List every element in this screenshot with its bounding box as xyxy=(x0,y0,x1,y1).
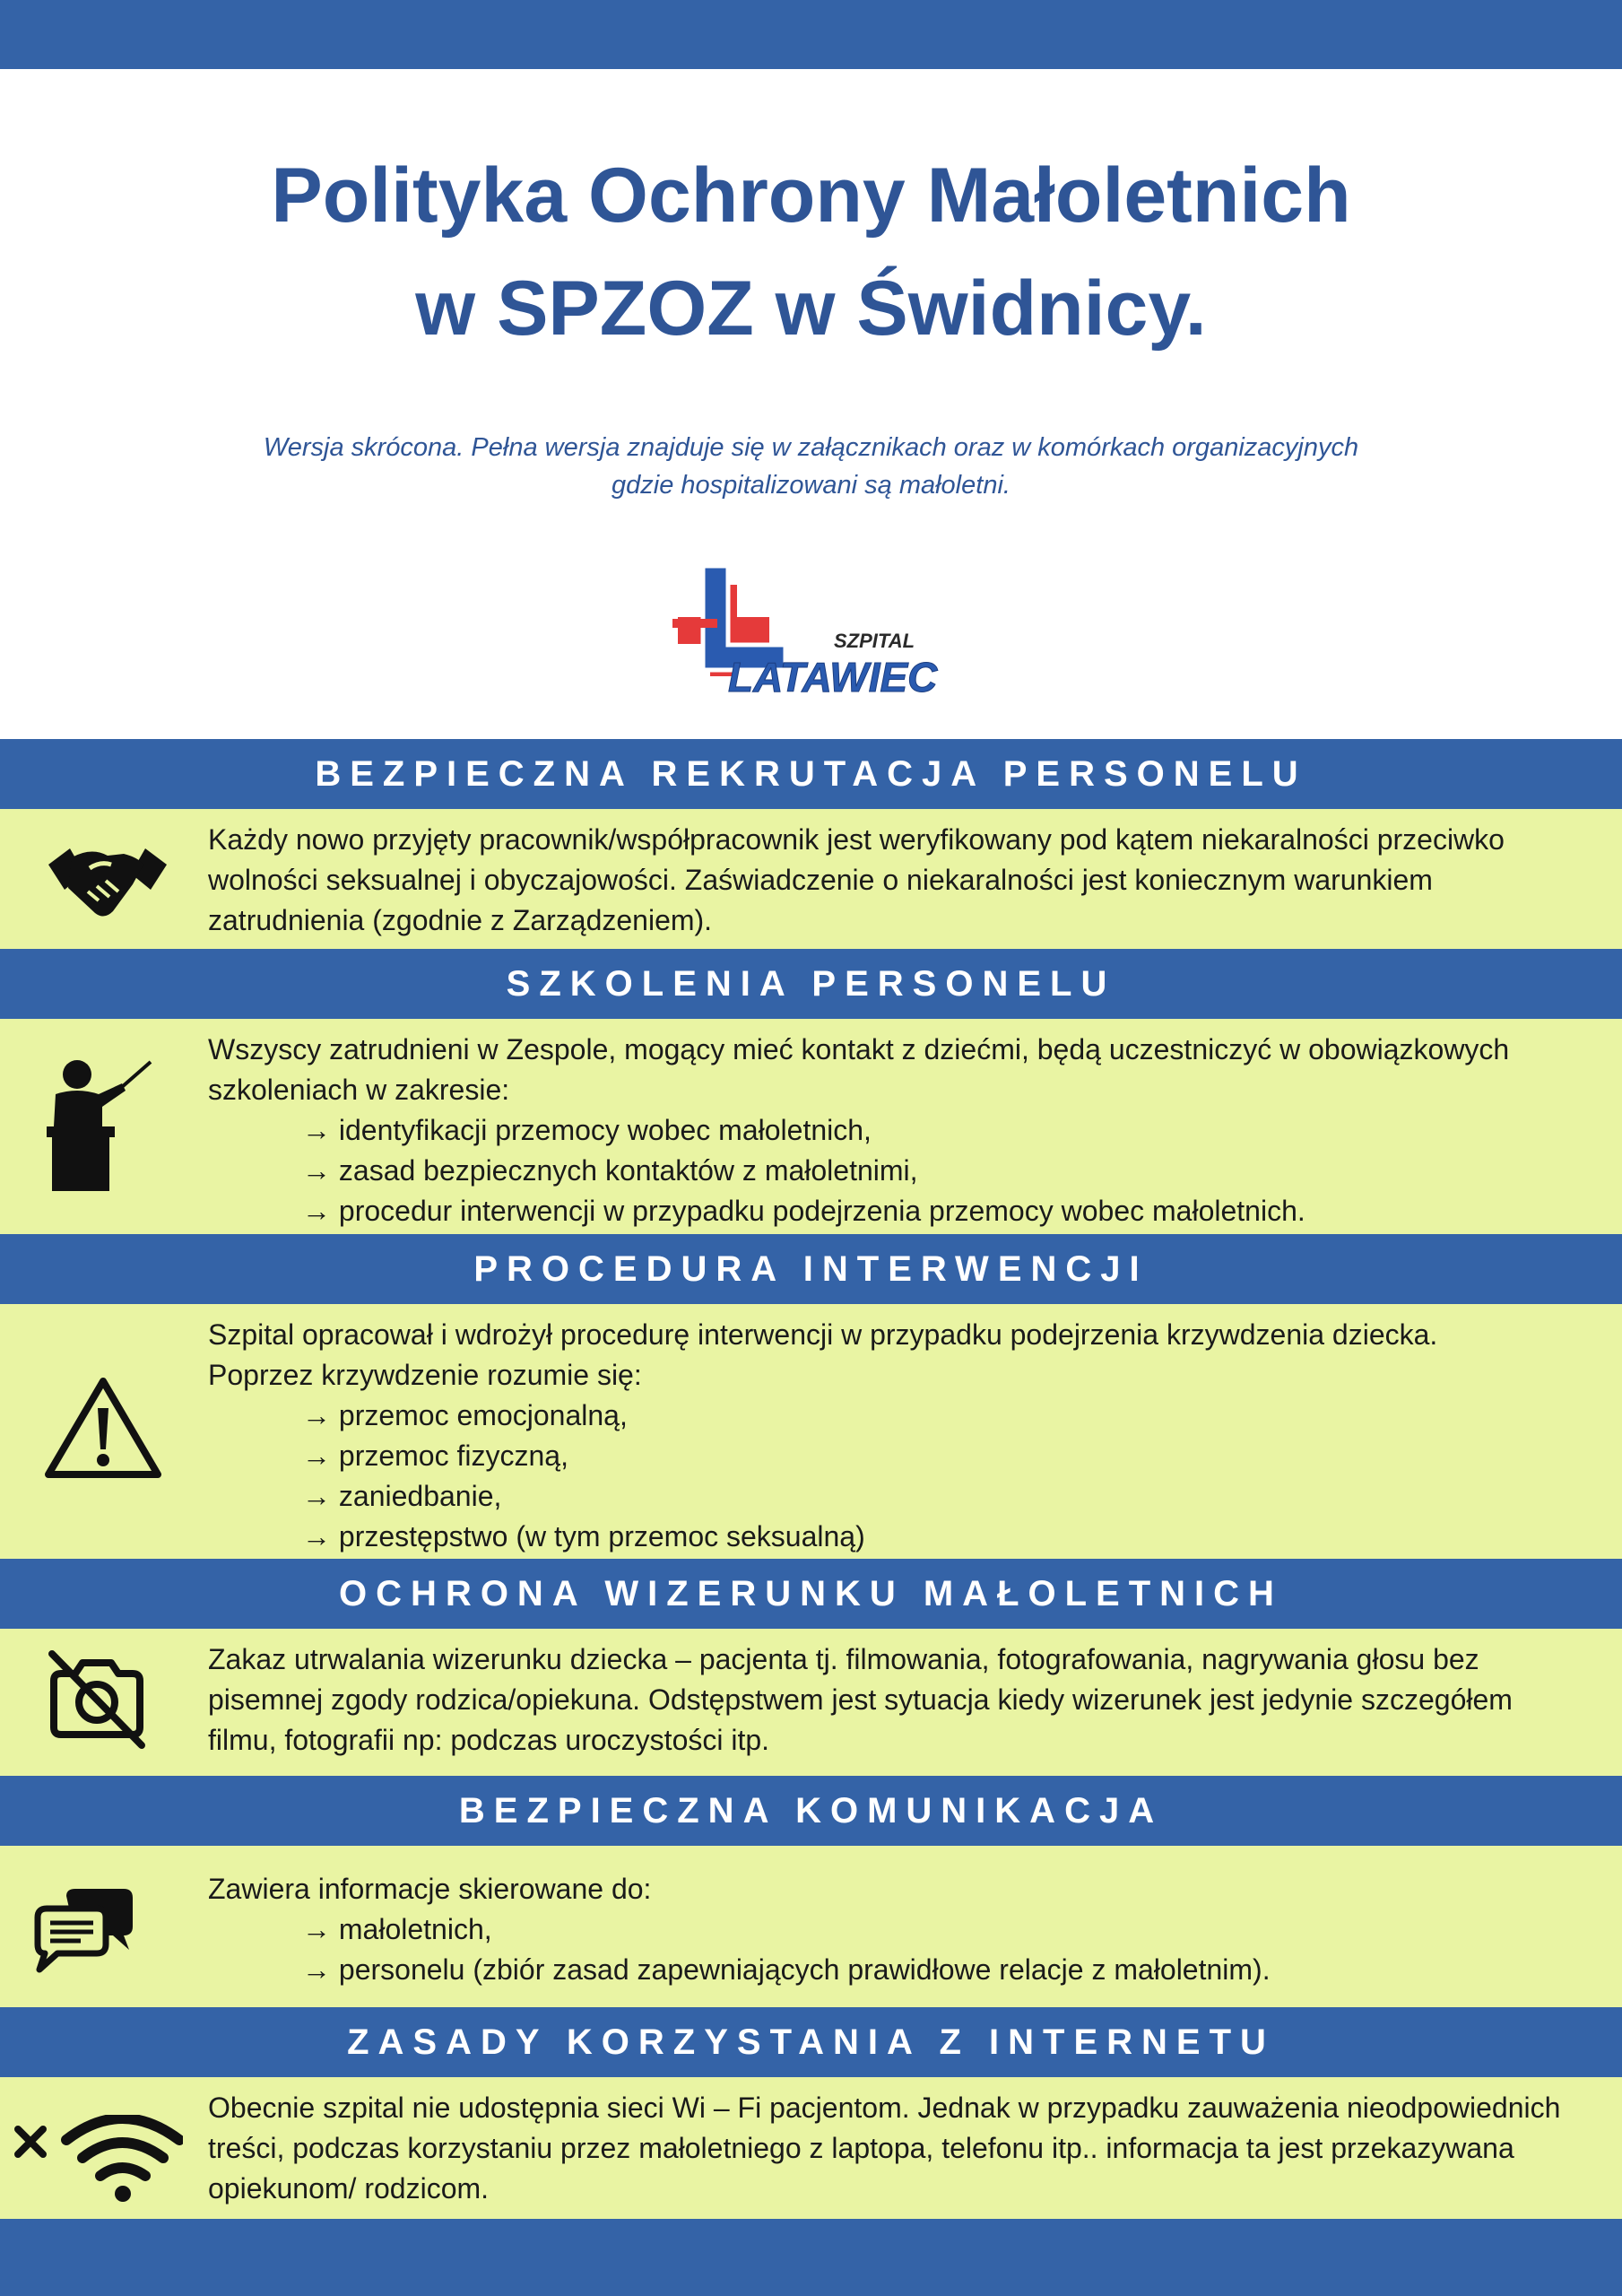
logo-name: LATAWIEC xyxy=(728,654,938,700)
section-intervention xyxy=(0,1304,1622,1559)
subtitle-line2: gdzie hospitalizowani są małoletni. xyxy=(612,471,1010,500)
section-text: Każdy nowo przyjęty pracownik/współpracownik jest weryfikowany pod kątem niekaralności przeciwko wolności seksualnej i obyczajowości. Zaświadczenie o niekaralności jest koniecznym warunkiem zatrudnienia (zgodnie z Zarządzeniem). xyxy=(208,823,1505,936)
section-heading-intervention: PROCEDURA INTERWENCJI xyxy=(0,1234,1622,1304)
warning-icon xyxy=(43,1374,163,1482)
list-item: → zaniedbanie, xyxy=(302,1480,502,1512)
list-item: → identyfikacji przemocy wobec małoletnich, xyxy=(302,1114,872,1146)
lecturer-icon xyxy=(39,1055,156,1194)
section-image-protection xyxy=(0,1629,1622,1776)
subtitle-line1: Wersja skrócona. Pełna wersja znajduje się w załącznikach oraz w komórkach organizacyjnych xyxy=(263,433,1359,462)
top-bar xyxy=(0,0,1622,69)
section-text: Szpital opracował i wdrożył procedurę interwencji w przypadku podejrzenia krzywdzenia dziecka. Poprzez krzywdzenie rozumie się: → przemoc emocjonalną, → przemoc fizyczną, → zaniedbanie, → przestępstwo (w tym przemoc seksualną) xyxy=(208,1315,1607,1557)
section-communication xyxy=(0,1846,1622,2007)
section-text: Wszyscy zatrudnieni w Zespole, mogący mieć kontakt z dziećmi, będą uczestniczyć w obowiązkowych szkoleniach w zakresie: → identyfikacji przemocy wobec małoletnich, → zasad bezpiecznych kontaktów z małoletnimi, → procedur interwencji w przypadku podejrzenia przemocy wobec małoletnich. xyxy=(208,1030,1607,1231)
no-camera-icon xyxy=(45,1650,149,1749)
section-heading-image-protection: OCHRONA WIZERUNKU MAŁOLETNICH xyxy=(0,1559,1622,1629)
section-recruitment xyxy=(0,809,1622,949)
bottom-bar xyxy=(0,2219,1622,2296)
handshake-icon xyxy=(45,838,170,927)
list-item: → procedur interwencji w przypadku podejrzenia przemocy wobec małoletnich. xyxy=(302,1195,1305,1227)
section-heading-communication: BEZPIECZNA KOMUNIKACJA xyxy=(0,1776,1622,1846)
no-wifi-icon xyxy=(13,2115,183,2205)
page-title-line1: Polityka Ochrony Małoletnich xyxy=(271,152,1351,239)
hospital-logo xyxy=(646,561,950,700)
section-text: Zakaz utrwalania wizerunku dziecka – pacjenta tj. filmowania, fotografowania, nagrywania głosu bez pisemnej zgody rodzica/opiekuna. Odstępstwem jest sytuacja kiedy wizerunek jest jedynie szczegółem filmu, fotografii np: podczas uroczystości itp. xyxy=(208,1643,1513,1756)
subtitle xyxy=(0,429,1622,504)
list-item: → zasad bezpiecznych kontaktów z małoletnimi, xyxy=(302,1154,918,1187)
chat-bubbles-icon xyxy=(30,1885,138,1975)
list-item: → przemoc fizyczną, xyxy=(302,1439,568,1472)
section-internet xyxy=(0,2077,1622,2219)
section-heading-recruitment: BEZPIECZNA REKRUTACJA PERSONELU xyxy=(0,739,1622,809)
section-text: Obecnie szpital nie udostępnia sieci Wi – Fi pacjentom. Jednak w przypadku zauważenia nieodpowiednich treści, podczas korzystaniu przez małoletniego z laptopa, telefonu itp.. informacja ta jest przekazywana opiekunom/ rodzicom. xyxy=(208,2092,1561,2205)
page-title-line2: w SPZOZ w Świdnicy. xyxy=(415,265,1207,352)
list-item: → przestępstwo (w tym przemoc seksualną) xyxy=(302,1520,865,1552)
list-item: → przemoc emocjonalną, xyxy=(302,1399,628,1431)
logo-top-text: SZPITAL xyxy=(834,630,915,652)
section-text: Zawiera informacje skierowane do: → małoletnich, → personelu (zbiór zasad zapewniających prawidłowe relacje z małoletnim). xyxy=(208,1869,1607,1990)
list-item: → małoletnich, xyxy=(302,1913,492,1945)
list-item: → personelu (zbiór zasad zapewniających prawidłowe relacje z małoletnim). xyxy=(302,1953,1271,1986)
section-training xyxy=(0,1019,1622,1234)
section-heading-internet: ZASADY KORZYSTANIA Z INTERNETU xyxy=(0,2007,1622,2077)
section-heading-training: SZKOLENIA PERSONELU xyxy=(0,949,1622,1019)
